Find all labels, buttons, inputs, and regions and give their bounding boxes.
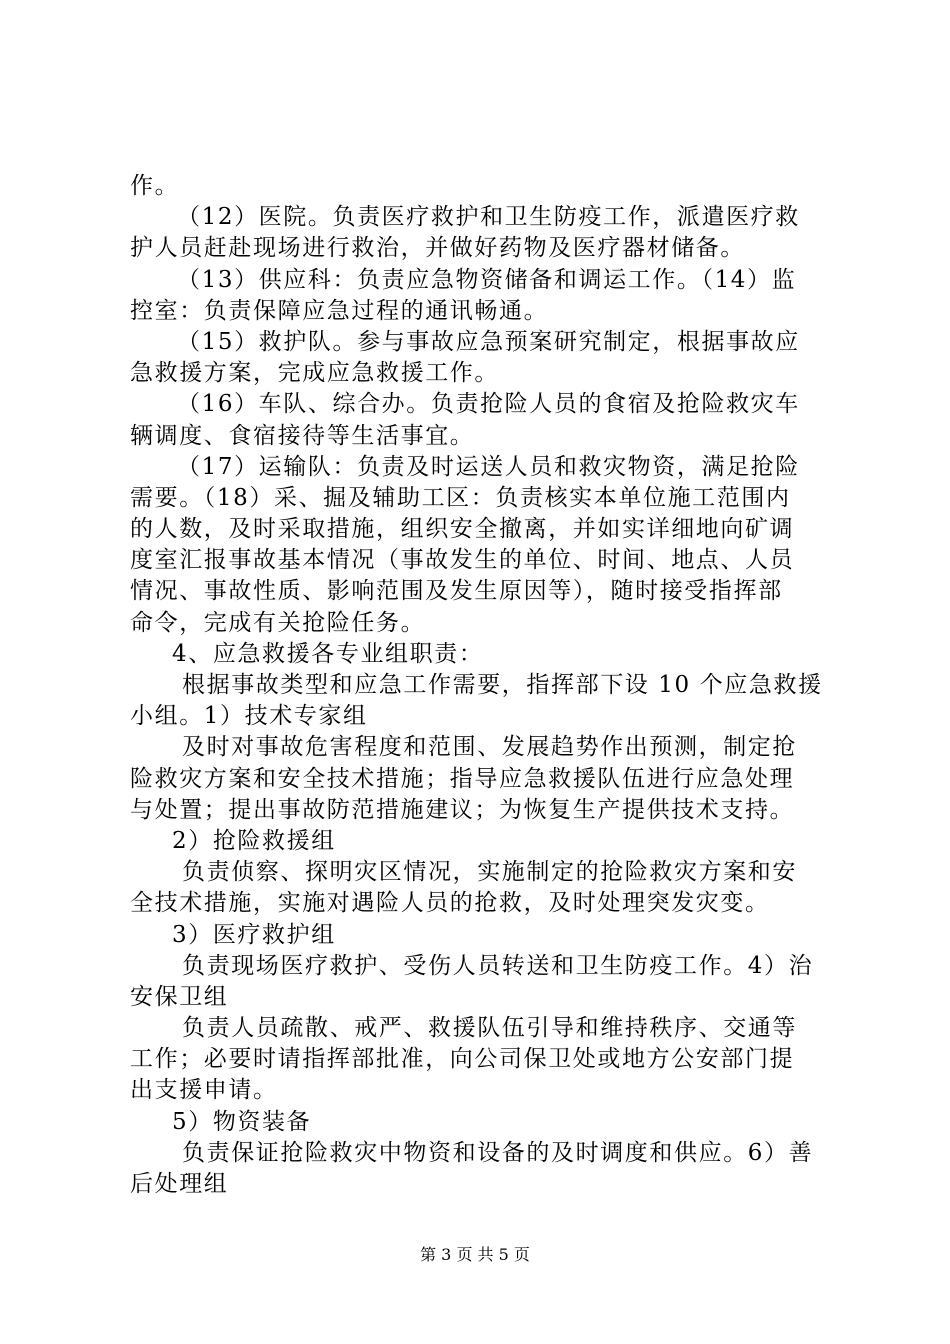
paragraph-line: 的人数，及时采取措施，组织安全撤离，并如实详细地向矿调 — [130, 516, 795, 543]
paragraph-line: 与处置；提出事故防范措施建议；为恢复生产提供技术支持。 — [130, 796, 795, 823]
paragraph-line: 护人员赶赴现场进行救治，并做好药物及医疗器材储备。 — [130, 235, 745, 262]
subsection-heading: 5）物资装备 — [172, 1108, 312, 1135]
paragraph-line: 负责侦察、探明灾区情况，实施制定的抢险救灾方案和安 — [182, 859, 797, 886]
paragraph-line: 全技术措施，实施对遇险人员的抢救，及时处理突发灾变。 — [130, 890, 770, 917]
paragraph-line: 急救援方案，完成应急救援工作。 — [130, 360, 499, 387]
section-heading: 4、应急救援各专业组职责： — [172, 640, 484, 667]
paragraph-line: 作。 — [130, 173, 180, 199]
paragraph-line: 负责保证抢险救灾中物资和设备的及时调度和供应。6）善 — [182, 1139, 814, 1166]
subsection-heading: 2）抢险救援组 — [172, 827, 336, 854]
page-number-footer: 第 3 页 共 5 页 — [420, 1245, 530, 1264]
paragraph-line: 小组。1）技术专家组 — [130, 703, 368, 730]
paragraph-line: 险救灾方案和安全技术措施；指导应急救援队伍进行应急处理 — [130, 765, 795, 792]
paragraph-line: 及时对事故危害程度和范围、发展趋势作出预测，制定抢 — [182, 734, 797, 761]
paragraph-line: （16）车队、综合办。负责抢险人员的食宿及抢险救灾车 — [177, 391, 800, 418]
document-body — [130, 171, 835, 1200]
paragraph-line: 命令，完成有关抢险任务。 — [130, 609, 426, 636]
paragraph-line: 需要。（18）采、掘及辅助工区：负责核实本单位施工范围内 — [130, 484, 791, 511]
paragraph-line: 辆调度、食宿接待等生活事宜。 — [130, 422, 475, 449]
paragraph-line: 工作；必要时请指挥部批准，向公司保卫处或地方公安部门提 — [130, 1046, 795, 1073]
paragraph-line: （13）供应科：负责应急物资储备和调运工作。（14）监 — [177, 266, 797, 293]
paragraph-line: 根据事故类型和应急工作需要，指挥部下设 10 个应急救援 — [182, 672, 823, 698]
paragraph-line: （15）救护队。参与事故应急预案研究制定，根据事故应 — [177, 328, 800, 355]
paragraph-line: 出支援申请。 — [130, 1077, 278, 1104]
paragraph-line: 负责人员疏散、戒严、救援队伍引导和维持秩序、交通等 — [182, 1015, 797, 1042]
paragraph-line: 情况、事故性质、影响范围及发生原因等），随时接受指挥部 — [130, 578, 783, 605]
paragraph-line: 负责现场医疗救护、受伤人员转送和卫生防疫工作。4）治 — [182, 952, 814, 979]
paragraph-line: 控室：负责保障应急过程的通讯畅通。 — [130, 297, 549, 324]
paragraph-line: 后处理组 — [130, 1171, 229, 1197]
paragraph-line: （12）医院。负责医疗救护和卫生防疫工作，派遣医疗救 — [177, 204, 800, 231]
paragraph-line: （17）运输队：负责及时运送人员和救灾物资，满足抢险 — [177, 453, 800, 480]
paragraph-line: 安保卫组 — [130, 983, 229, 1010]
paragraph-line: 度室汇报事故基本情况（事故发生的单位、时间、地点、人员 — [130, 547, 795, 574]
subsection-heading: 3）医疗救护组 — [172, 921, 336, 948]
